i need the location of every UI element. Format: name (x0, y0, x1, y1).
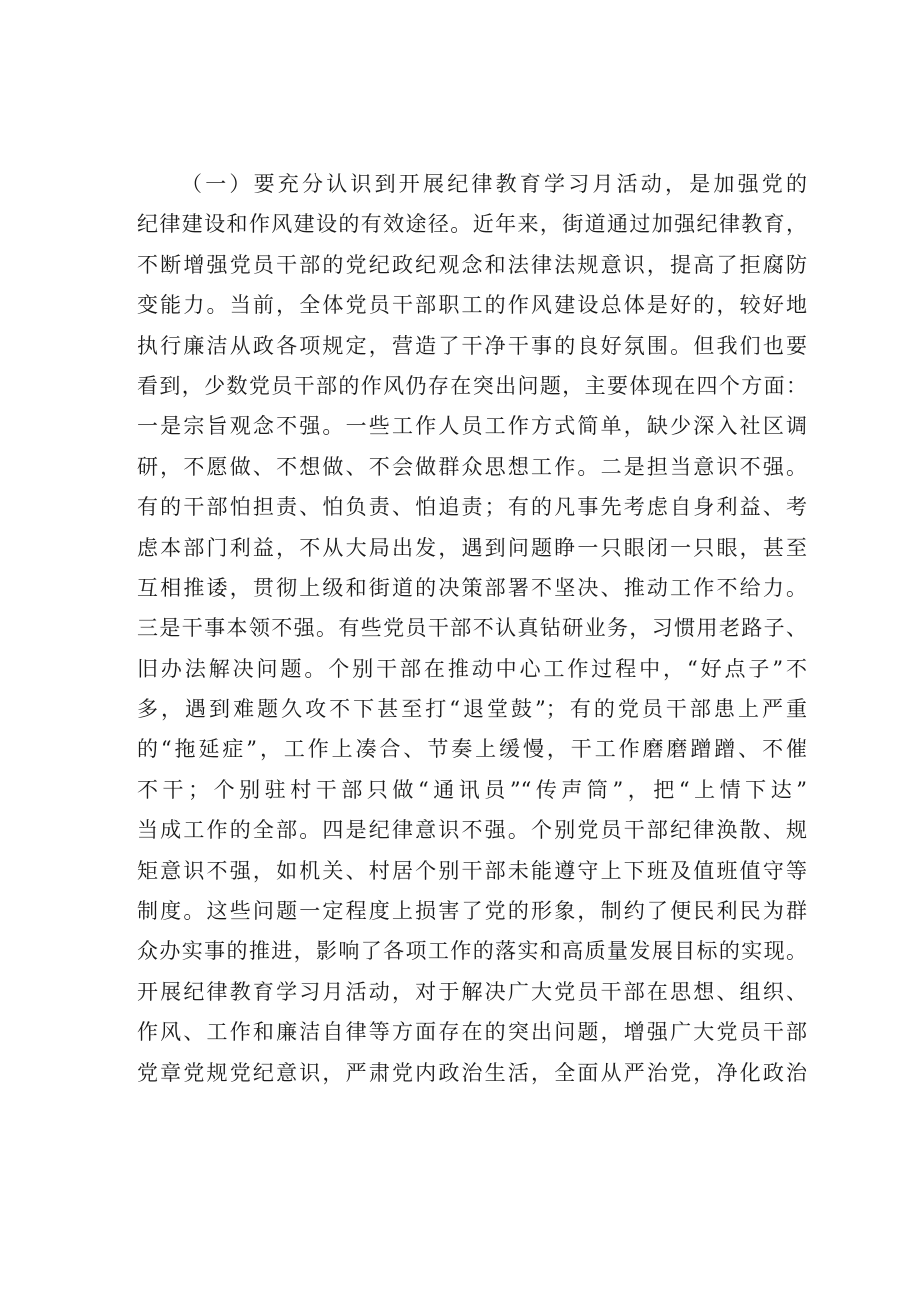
paragraph-line: 开展纪律教育学习月活动，对于解决广大党员干部在思想、组织、 (137, 979, 807, 1004)
paragraph-line: 执行廉洁从政各项规定，营造了干净干事的良好氛围。但我们也要 (137, 333, 807, 358)
paragraph-line: 旧办法解决问题。个别干部在推动中心工作过程中，“好点子”不 (137, 656, 807, 681)
paragraph-line: 的“拖延症”，工作上凑合、节奏上缓慢，干工作磨磨蹭蹭、不催 (137, 737, 807, 762)
paragraph-line: 党章党规党纪意识，严肃党内政治生活，全面从严治党，净化政治 (137, 1060, 807, 1085)
paragraph-line: 三是干事本领不强。有些党员干部不认真钻研业务，习惯用老路子、 (137, 616, 807, 641)
paragraph-line: 研，不愿做、不想做、不会做群众思想工作。二是担当意识不强。 (137, 454, 807, 479)
paragraph-line: 互相推诿，贯彻上级和街道的决策部署不坚决、推动工作不给力。 (137, 575, 807, 600)
paragraph-line: 纪律建设和作风建设的有效途径。近年来，街道通过加强纪律教育， (137, 212, 807, 237)
paragraph-line: 矩意识不强，如机关、村居个别干部未能遵守上下班及值班值守等 (137, 858, 807, 883)
paragraph-line: 当成工作的全部。四是纪律意识不强。个别党员干部纪律涣散、规 (137, 818, 807, 843)
paragraph-line: 不干；个别驻村干部只做“通讯员”“传声筒”，把“上情下达” (137, 777, 807, 802)
paragraph-line: 虑本部门利益，不从大局出发，遇到问题睁一只眼闭一只眼，甚至 (137, 535, 807, 560)
body-paragraph (137, 164, 807, 1093)
paragraph-line: 看到，少数党员干部的作风仍存在突出问题，主要体现在四个方面： (137, 373, 807, 398)
paragraph-line: 众办实事的推进，影响了各项工作的落实和高质量发展目标的实现。 (137, 939, 807, 964)
paragraph-line: 有的干部怕担责、怕负责、怕追责；有的凡事先考虑自身利益、考 (137, 495, 807, 520)
paragraph-line: 制度。这些问题一定程度上损害了党的形象，制约了便民利民为群 (137, 899, 807, 924)
paragraph-line: 多，遇到难题久攻不下甚至打“退堂鼓”；有的党员干部患上严重 (137, 697, 807, 722)
paragraph-line: 不断增强党员干部的党纪政纪观念和法律法规意识，提高了拒腐防 (137, 252, 807, 277)
paragraph-line: 作风、工作和廉洁自律等方面存在的突出问题，增强广大党员干部 (137, 1020, 807, 1045)
paragraph-line: （一）要充分认识到开展纪律教育学习月活动，是加强党的 (181, 172, 807, 196)
paragraph-line: 一是宗旨观念不强。一些工作人员工作方式简单，缺少深入社区调 (137, 414, 807, 439)
paragraph-line: 变能力。当前，全体党员干部职工的作风建设总体是好的，较好地 (137, 293, 807, 318)
